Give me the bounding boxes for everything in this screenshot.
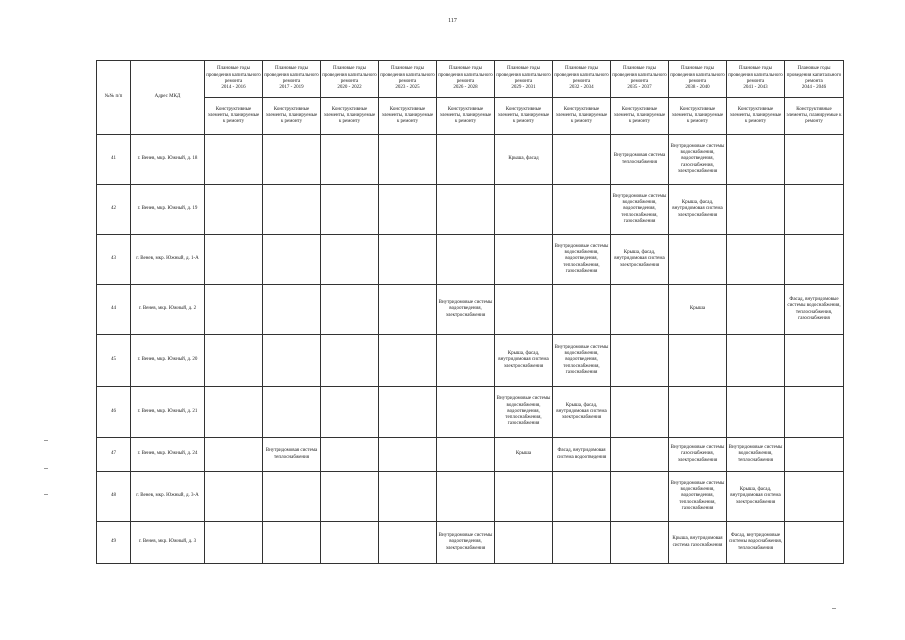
header-elements: Конструктивные элементы, планируемые к ремонту — [495, 98, 553, 135]
table-row — [97, 335, 844, 387]
repair-elements-cell — [205, 235, 263, 285]
row-number: 49 — [97, 522, 131, 564]
repair-elements-cell: Крыша — [669, 285, 727, 335]
row-address: г. Венев, мкр. Южный, д. 24 — [131, 438, 205, 472]
table-row — [97, 185, 844, 235]
repair-elements-cell — [437, 438, 495, 472]
table-row — [97, 387, 844, 438]
header-elements: Конструктивные элементы, планируемые к ремонту — [321, 98, 379, 135]
repair-elements-cell: Внутридомовая система теплоснабжения — [611, 135, 669, 185]
repair-elements-cell — [785, 235, 844, 285]
repair-elements-cell — [495, 185, 553, 235]
repair-elements-cell — [785, 135, 844, 185]
repair-elements-cell: Фасад, внутридомовые системы водоснабжения, теплоснабжения, газоснабжения — [785, 285, 844, 335]
repair-elements-cell: Внутридомовые системы водоснабжения, водоотведения, газоснабжения, электроснабжения — [669, 135, 727, 185]
repair-elements-cell — [263, 235, 321, 285]
row-number: 41 — [97, 135, 131, 185]
repair-elements-cell — [495, 235, 553, 285]
repair-elements-cell — [321, 438, 379, 472]
repair-elements-cell — [263, 285, 321, 335]
header-elements: Конструктивные элементы, планируемые к ремонту — [727, 98, 785, 135]
repair-elements-cell — [611, 387, 669, 438]
table-row — [97, 135, 844, 185]
repair-elements-cell — [611, 472, 669, 522]
repair-elements-cell — [553, 472, 611, 522]
repair-elements-cell — [727, 185, 785, 235]
header-period: Плановые годы проведения капитального ремонта 2035 - 2037 — [611, 61, 669, 98]
header-elements: Конструктивные элементы, планируемые к ремонту — [785, 98, 844, 135]
repair-elements-cell: Крыша — [495, 438, 553, 472]
repair-elements-cell: Внутридомовые системы водоснабжения, теплоснабжения — [727, 438, 785, 472]
repair-elements-cell — [437, 335, 495, 387]
header-address: Адрес МКД — [131, 61, 205, 135]
repair-elements-cell: Внутридомовые системы водоотведения, электроснабжения — [437, 522, 495, 564]
row-number: 43 — [97, 235, 131, 285]
repair-elements-cell: Фасад, внутридомовые системы водоснабжения, теплоснабжения — [727, 522, 785, 564]
repair-elements-cell — [727, 387, 785, 438]
header-row-elements — [97, 98, 844, 135]
repair-elements-cell — [437, 472, 495, 522]
table-body — [97, 135, 844, 564]
table-row — [97, 285, 844, 335]
capital-repair-table — [96, 60, 844, 564]
repair-elements-cell — [379, 185, 437, 235]
repair-elements-cell: Внутридомовые системы водоотведения, электроснабжения — [437, 285, 495, 335]
repair-elements-cell — [263, 335, 321, 387]
repair-elements-cell: Внутридомовые системы водоснабжения, водоотведения, теплоснабжения, газоснабжения — [553, 235, 611, 285]
header-period: Плановые годы проведения капитального ремонта 2041 - 2043 — [727, 61, 785, 98]
repair-elements-cell — [553, 135, 611, 185]
header-elements: Конструктивные элементы, планируемые к ремонту — [205, 98, 263, 135]
repair-elements-cell — [785, 522, 844, 564]
repair-elements-cell: Внутридомовые системы водоснабжения, водоотведения, теплоснабжения, газоснабжения — [669, 472, 727, 522]
repair-elements-cell — [495, 522, 553, 564]
repair-elements-cell — [727, 335, 785, 387]
repair-elements-cell — [263, 387, 321, 438]
repair-elements-cell — [321, 135, 379, 185]
repair-elements-cell — [205, 135, 263, 185]
repair-elements-cell — [785, 185, 844, 235]
repair-elements-cell — [379, 522, 437, 564]
repair-elements-cell — [205, 285, 263, 335]
header-row-periods — [97, 61, 844, 98]
repair-elements-cell: Крыша, фасад, внутридомовая система электроснабжения — [553, 387, 611, 438]
repair-elements-cell — [205, 387, 263, 438]
header-period: Плановые годы проведения капитального ремонта 2014 - 2016 — [205, 61, 263, 98]
repair-elements-cell — [205, 438, 263, 472]
scan-mark — [44, 440, 48, 441]
repair-elements-cell — [321, 285, 379, 335]
header-elements: Конструктивные элементы, планируемые к ремонту — [669, 98, 727, 135]
repair-elements-cell: Внутридомовые системы водоснабжения, водоотведения, теплоснабжения, газоснабжения — [495, 387, 553, 438]
repair-elements-cell — [205, 522, 263, 564]
row-address: г. Венев, мкр. Южный, д. 3-А — [131, 472, 205, 522]
row-address: г. Венев, мкр. Южный, д. 19 — [131, 185, 205, 235]
repair-elements-cell: Внутридомовые системы водоснабжения, водоотведения, теплоснабжения, газоснабжения — [553, 335, 611, 387]
repair-elements-cell: Крыша, фасад, внутридомовая система электроснабжения — [611, 235, 669, 285]
table-row — [97, 438, 844, 472]
repair-elements-cell — [495, 472, 553, 522]
row-address: г. Венев, мкр. Южный, д. 2 — [131, 285, 205, 335]
repair-elements-cell — [321, 235, 379, 285]
repair-elements-cell — [495, 285, 553, 335]
repair-elements-cell — [321, 472, 379, 522]
repair-elements-cell: Внутридомовые системы водоснабжения, водоотведения, теплоснабжения, газоснабжения — [611, 185, 669, 235]
row-address: г. Венев, мкр. Южный, д. 18 — [131, 135, 205, 185]
row-address: г. Венев, мкр. Южный, д. 21 — [131, 387, 205, 438]
repair-elements-cell — [205, 185, 263, 235]
page-number: 117 — [448, 18, 457, 24]
repair-elements-cell — [437, 387, 495, 438]
repair-elements-cell — [263, 185, 321, 235]
repair-elements-cell — [669, 387, 727, 438]
header-elements: Конструктивные элементы, планируемые к ремонту — [553, 98, 611, 135]
repair-elements-cell — [379, 285, 437, 335]
repair-elements-cell — [669, 235, 727, 285]
header-period: Плановые годы проведения капитального ремонта 2038 - 2040 — [669, 61, 727, 98]
header-period: Плановые годы проведения капитального ремонта 2029 - 2031 — [495, 61, 553, 98]
repair-elements-cell — [553, 185, 611, 235]
scan-mark — [44, 494, 48, 495]
repair-elements-cell — [669, 335, 727, 387]
repair-elements-cell — [437, 185, 495, 235]
repair-elements-cell: Крыша, фасад, внутридомовая система электроснабжения — [495, 335, 553, 387]
header-period: Плановые годы проведения капитального ремонта 2023 - 2025 — [379, 61, 437, 98]
row-address: г. Венев, мкр. Южный, д. 20 — [131, 335, 205, 387]
header-period: Плановые годы проведения капитального ремонта 2017 - 2019 — [263, 61, 321, 98]
repair-elements-cell — [785, 387, 844, 438]
repair-elements-cell — [263, 135, 321, 185]
repair-elements-cell: Крыша, фасад, внутридомовая система электроснабжения — [727, 472, 785, 522]
repair-elements-cell — [379, 472, 437, 522]
row-number: 45 — [97, 335, 131, 387]
repair-elements-cell — [553, 522, 611, 564]
header-period: Плановые годы проведения капитального ремонта 2032 - 2034 — [553, 61, 611, 98]
repair-elements-cell — [321, 387, 379, 438]
scan-mark — [44, 468, 48, 469]
table-row — [97, 522, 844, 564]
header-num: №№ п/п — [97, 61, 131, 135]
header-elements: Конструктивные элементы, планируемые к ремонту — [611, 98, 669, 135]
repair-elements-cell — [727, 235, 785, 285]
row-number: 47 — [97, 438, 131, 472]
repair-elements-cell — [263, 472, 321, 522]
row-number: 42 — [97, 185, 131, 235]
header-elements: Конструктивные элементы, планируемые к ремонту — [437, 98, 495, 135]
header-period: Плановые годы проведения капитального ремонта 2044 - 2046 — [785, 61, 844, 98]
repair-elements-cell — [785, 335, 844, 387]
repair-elements-cell — [553, 285, 611, 335]
repair-elements-cell — [263, 522, 321, 564]
repair-elements-cell: Фасад, внутридомовая система водоотведения — [553, 438, 611, 472]
table-row — [97, 235, 844, 285]
repair-elements-cell — [205, 472, 263, 522]
repair-elements-cell — [321, 335, 379, 387]
repair-elements-cell — [321, 185, 379, 235]
repair-elements-cell — [321, 522, 379, 564]
repair-elements-cell — [379, 387, 437, 438]
table-row — [97, 472, 844, 522]
repair-elements-cell — [611, 335, 669, 387]
header-elements: Конструктивные элементы, планируемые к ремонту — [379, 98, 437, 135]
row-address: г. Венев, мкр. Южный, д. 3 — [131, 522, 205, 564]
repair-elements-cell — [205, 335, 263, 387]
repair-elements-cell: Крыша, внутридомовая система газоснабжения — [669, 522, 727, 564]
repair-elements-cell: Внутридомовая система теплоснабжения — [263, 438, 321, 472]
repair-elements-cell — [379, 235, 437, 285]
header-period: Плановые годы проведения капитального ремонта 2020 - 2022 — [321, 61, 379, 98]
row-address: г. Венев, мкр. Южный, д. 1-А — [131, 235, 205, 285]
repair-elements-cell: Крыша, фасад, внутридомовая система электроснабжения — [669, 185, 727, 235]
repair-elements-cell — [379, 335, 437, 387]
repair-elements-cell — [785, 438, 844, 472]
repair-elements-cell — [611, 285, 669, 335]
row-number: 48 — [97, 472, 131, 522]
row-number: 44 — [97, 285, 131, 335]
repair-elements-cell — [727, 135, 785, 185]
repair-elements-cell — [611, 522, 669, 564]
scan-mark — [832, 608, 836, 609]
header-elements: Конструктивные элементы, планируемые к ремонту — [263, 98, 321, 135]
repair-elements-cell — [785, 472, 844, 522]
repair-elements-cell — [437, 135, 495, 185]
row-number: 46 — [97, 387, 131, 438]
repair-elements-cell — [379, 438, 437, 472]
repair-elements-cell — [727, 285, 785, 335]
repair-elements-cell — [611, 438, 669, 472]
repair-elements-cell: Крыша, фасад — [495, 135, 553, 185]
repair-elements-cell — [379, 135, 437, 185]
header-period: Плановые годы проведения капитального ремонта 2026 - 2028 — [437, 61, 495, 98]
repair-elements-cell — [437, 235, 495, 285]
repair-elements-cell: Внутридомовые системы газоснабжения, электроснабжения — [669, 438, 727, 472]
